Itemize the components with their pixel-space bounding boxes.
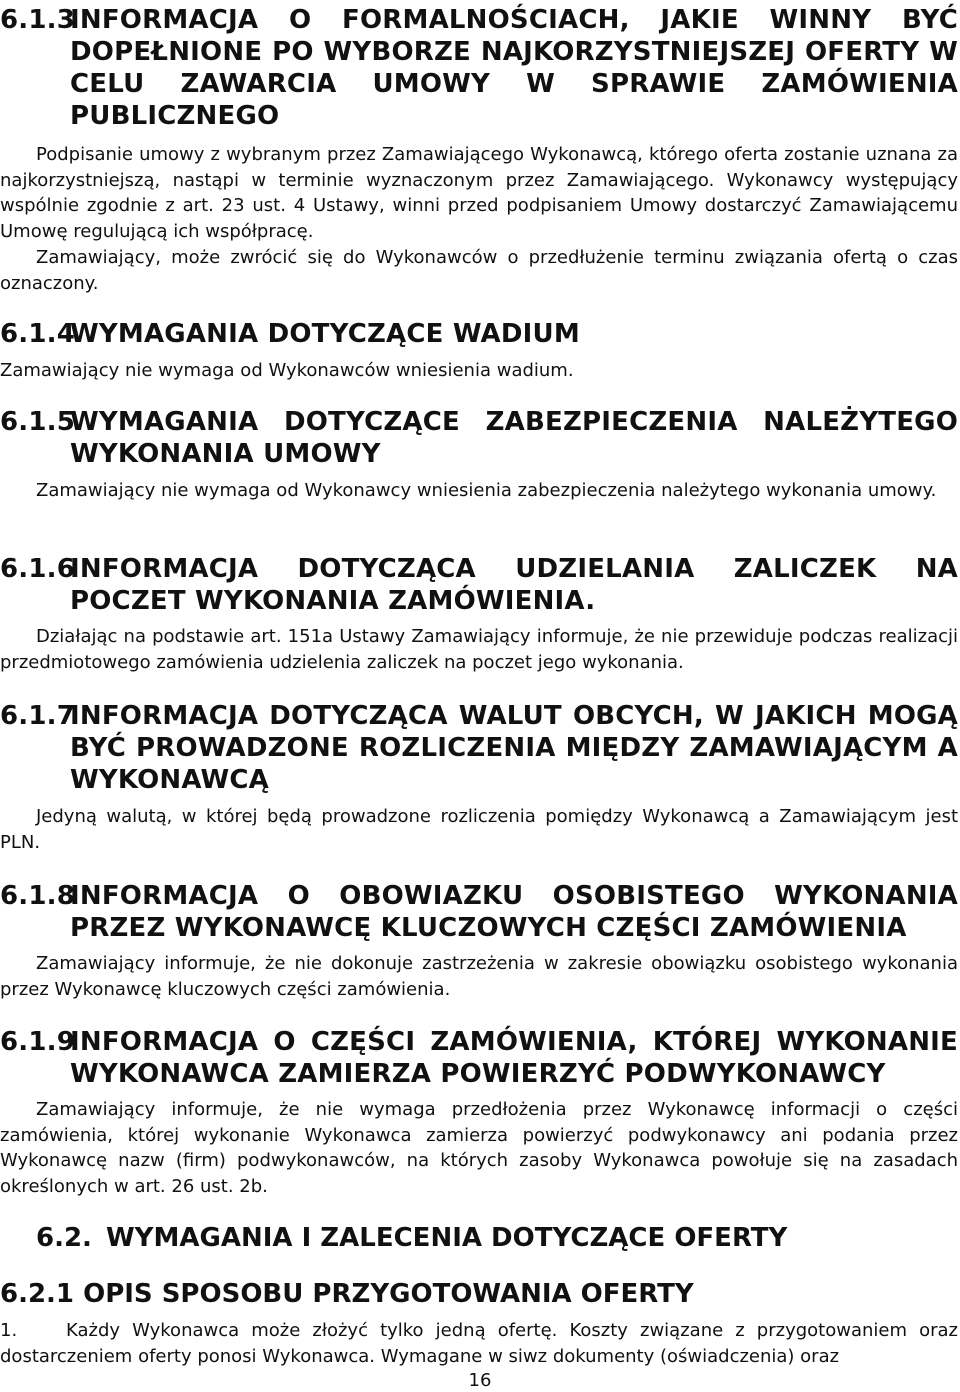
section-number: 6.1.6: [0, 554, 76, 584]
section-title: INFORMACJA O FORMALNOŚCIACH, JAKIE WINNY BYĆ DOPEŁNIONE PO WYBORZE NAJKORZYSTNIEJSZEJ OFERTY W CELU ZAWARCIA UMOWY W SPRAWIE ZAMÓWIENIA PUBLICZNEGO: [70, 5, 958, 131]
paragraph: Jedyną walutą, w której będą prowadzone rozliczenia pomiędzy Wykonawcą a Zamawiającym jest PLN.: [0, 806, 958, 853]
section-heading-6-1-5: [0, 406, 958, 470]
section-heading-6-2-1: [0, 1278, 694, 1310]
section-title: WYMAGANIA DOTYCZĄCE ZABEZPIECZENIA NALEŻYTEGO WYKONANIA UMOWY: [70, 407, 958, 469]
paragraph: Zamawiający nie wymaga od Wykonawcy wniesienia zabezpieczenia należytego wykonania umowy.: [36, 480, 937, 501]
section-heading-6-1-8: [0, 880, 958, 944]
paragraph: Zamawiający informuje, że nie dokonuje zastrzeżenia w zakresie obowiązku osobistego wykonania przez Wykonawcę kluczowych części zamówienia.: [0, 953, 958, 1000]
section-heading-6-2: [36, 1222, 787, 1254]
section-heading-6-1-6: [0, 553, 958, 617]
list-item-number: 1.: [0, 1320, 18, 1341]
section-heading-6-1-7: [0, 700, 958, 796]
section-heading-6-1-4: [0, 318, 958, 350]
list-item: [0, 1318, 958, 1369]
section-number: 6.1.5: [0, 407, 76, 437]
page-number: 16: [468, 1370, 492, 1391]
section-number: 6.1.4: [0, 319, 76, 349]
section-number: 6.2.: [36, 1223, 92, 1253]
paragraph: Podpisanie umowy z wybranym przez Zamawiającego Wykonawcą, którego oferta zostanie uznana za najkorzystniejszą, nastąpi w terminie wyznaczonym przez Zamawiającego. Wykonawcy występujący wspólnie zgodnie z art. 23 ust. 4 Ustawy, winni przed podpisaniem Umowy dostarczyć Zamawiającemu Umowę regulującą ich współpracę.: [0, 144, 958, 242]
section-heading-6-1-3: [0, 4, 958, 132]
section-title: OPIS SPOSOBU PRZYGOTOWANIA OFERTY: [83, 1279, 694, 1309]
section-number: 6.1.3: [0, 5, 76, 35]
section-title: INFORMACJA DOTYCZĄCA UDZIELANIA ZALICZEK NA POCZET WYKONANIA ZAMÓWIENIA.: [70, 554, 958, 616]
paragraph: Działając na podstawie art. 151a Ustawy Zamawiający informuje, że nie przewiduje podczas realizacji przedmiotowego zamówienia udzielenia zaliczek na poczet jego wykonania.: [0, 626, 958, 673]
section-title: INFORMACJA O CZĘŚCI ZAMÓWIENIA, KTÓREJ WYKONANIE WYKONAWCA ZAMIERZA POWIERZYĆ PODWYKONAWCY: [70, 1027, 958, 1089]
section-number: 6.1.9: [0, 1027, 76, 1057]
section-title: WYMAGANIA I ZALECENIA DOTYCZĄCE OFERTY: [106, 1223, 788, 1253]
section-title: WYMAGANIA DOTYCZĄCE WADIUM: [70, 319, 580, 349]
section-number: 6.1.8: [0, 881, 76, 911]
paragraph: Zamawiający, może zwrócić się do Wykonawców o przedłużenie terminu związania ofertą o czas oznaczony.: [0, 247, 958, 294]
section-number: 6.1.7: [0, 701, 76, 731]
list-item-text: Każdy Wykonawca może złożyć tylko jedną ofertę. Koszty związane z przygotowaniem oraz dostarczeniem oferty ponosi Wykonawca. Wymagane w siwz dokumenty (oświadczenia) oraz: [0, 1320, 958, 1367]
section-title: INFORMACJA O OBOWIAZKU OSOBISTEGO WYKONANIA PRZEZ WYKONAWCĘ KLUCZOWYCH CZĘŚCI ZAMÓWIENIA: [70, 881, 958, 943]
section-title: INFORMACJA DOTYCZĄCA WALUT OBCYCH, W JAKICH MOGĄ BYĆ PROWADZONE ROZLICZENIA MIĘDZY ZAMAWIAJĄCYM A WYKONAWCĄ: [70, 701, 958, 795]
section-heading-6-1-9: [0, 1026, 958, 1090]
section-number: 6.2.1: [0, 1279, 75, 1309]
paragraph: Zamawiający informuje, że nie wymaga przedłożenia przez Wykonawcę informacji o części zamówienia, której wykonanie Wykonawca zamierza powierzyć podwykonawcy ani podania przez Wykonawcę nazw (firm) podwykonawców, na których zasoby Wykonawca powołuje się na zasadach określonych w art. 26 ust. 2b.: [0, 1099, 958, 1197]
paragraph: Zamawiający nie wymaga od Wykonawców wniesienia wadium.: [0, 360, 574, 381]
